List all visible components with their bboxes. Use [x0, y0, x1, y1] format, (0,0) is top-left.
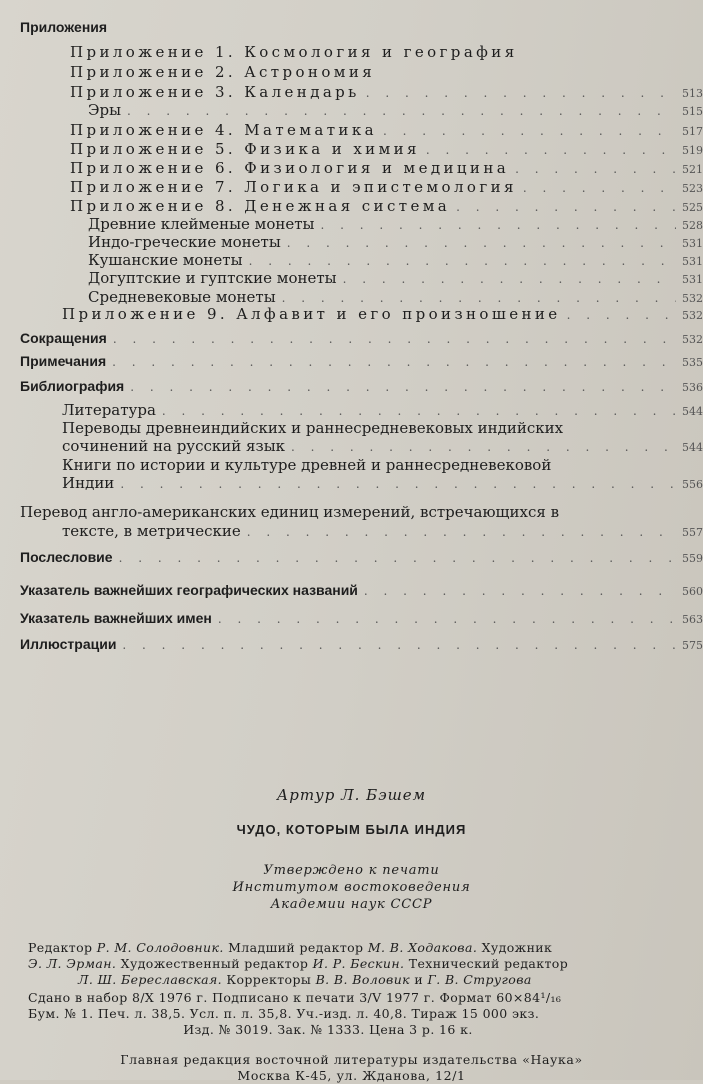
editorial-credits: Редактор Р. М. Солодовник. Младший редактор М. В. Ходакова. Художник Э. Л. Эрман. Художественный редактор И. Р. Бескин. Технический редактор Л. Ш. Береславская. Корректоры В. В. Воловик и Г. В. Стругова: [28, 940, 569, 987]
book-title: ЧУДО, КОТОРЫМ БЫЛА ИНДИЯ: [236, 822, 467, 837]
toc-entry: Приложение 3. Календарь . . . 513: [70, 83, 703, 103]
toc-entry: Приложение 7. Логика и эпистемология . . . 523: [70, 178, 703, 198]
toc-appendices-heading: Приложения: [20, 19, 108, 35]
toc-entry: Индо-греческие монеты . . . 531: [88, 233, 703, 253]
toc-section: Библиография . . . 536: [20, 377, 703, 397]
toc-section: Указатель важнейших географических названий . . . 560: [20, 581, 703, 601]
toc-entry: тексте, в метрические . . . 557: [62, 522, 703, 542]
toc-section: Сокращения . . . 532: [20, 329, 703, 349]
toc-entry: Книги по истории и культуре древней и раннесредневековой: [62, 456, 552, 474]
toc-entry: Приложение 9. Алфавит и его произношение . . . 532: [62, 305, 703, 325]
toc-entry: сочинений на русский язык . . . 544: [62, 437, 703, 457]
toc-entry: Приложение 5. Физика и химия . . . 519: [70, 140, 703, 160]
toc-section: Послесловие . . . 559: [20, 548, 703, 568]
toc-entry: Литература . . . 544: [62, 401, 703, 421]
toc-entry: Перевод англо-американских единиц измерений, встречающихся в: [20, 503, 560, 521]
publisher-info: Главная редакция восточной литературы издательства «Наука» Москва К-45, ул. Жданова, 12/1: [120, 1052, 583, 1083]
toc-entry: Древние клейменые монеты . . . 528: [88, 215, 703, 235]
toc-entry: Средневековые монеты . . . 532: [88, 288, 703, 308]
toc-entry: Приложение 6. Физиология и медицина . . . 521: [70, 159, 703, 179]
toc-entry: Эры . . . 515: [88, 101, 703, 121]
toc-entry: Приложение 4. Математика . . . 517: [70, 121, 703, 141]
toc-section: Примечания . . . 535: [20, 352, 703, 372]
toc-entry: Кушанские монеты . . . 531: [88, 251, 703, 271]
toc-entry: Догуптские и гуптские монеты . . . 531: [88, 269, 703, 289]
toc-entry: Приложение 1. Космология и география: [70, 43, 518, 61]
toc-section: Указатель важнейших имен . . . 563: [20, 609, 703, 629]
toc-entry: Приложение 2. Астрономия: [70, 63, 376, 81]
toc-entry: Индии . . . 556: [62, 474, 703, 494]
toc-entry: Приложение 8. Денежная система . . . 525: [70, 197, 703, 217]
approval-note: Утверждено к печати Институтом востоковедения Академии наук СССР: [232, 863, 471, 912]
print-details: Сдано в набор 8/X 1976 г. Подписано к печати 3/V 1977 г. Формат 60×84¹/₁₆ Бум. № 1. Печ. л. 38,5. Усл. п. л. 35,8. Уч.-изд. л. 40,8. Тираж 15 000 экз. Изд. № 3019. Зак. № 1333. Цена 3 р. 16 к.: [28, 990, 562, 1037]
toc-entry: Переводы древнеиндийских и раннесредневековых индийских: [62, 419, 564, 437]
book-author: Артур Л. Бэшем: [276, 786, 427, 804]
toc-section: Иллюстрации . . . 575: [20, 635, 703, 655]
